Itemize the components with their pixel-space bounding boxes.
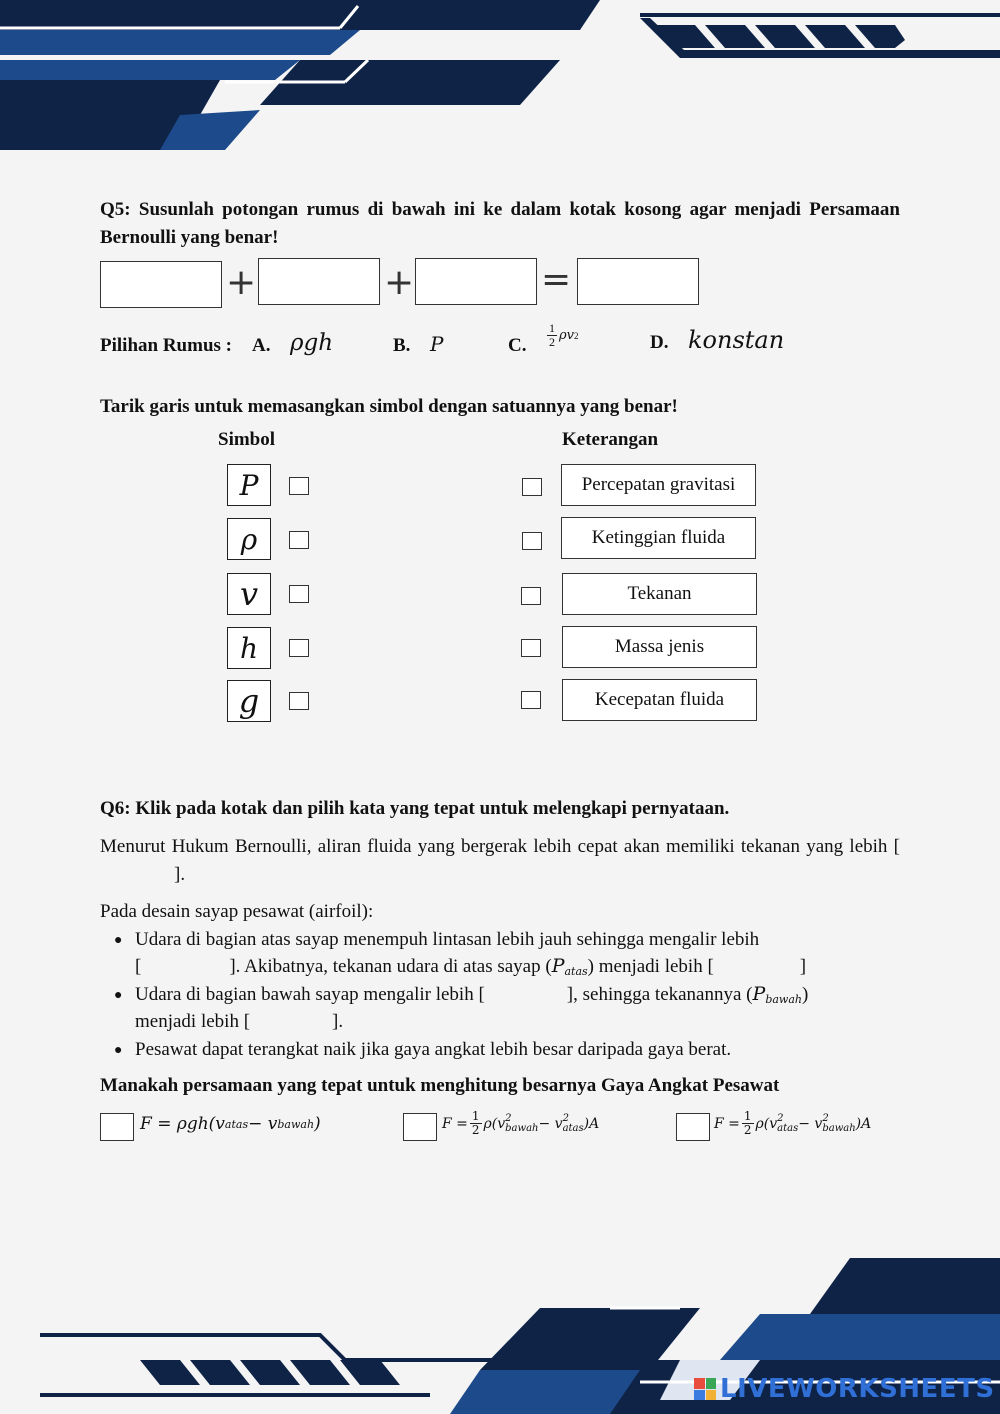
description-connector-4[interactable] [521, 639, 541, 657]
lift-question: Manakah persamaan yang tepat untuk menghitung besarnya Gaya Angkat Pesawat [100, 1075, 780, 1096]
symbol-connector-1[interactable] [289, 477, 309, 495]
option-c-letter: C. [508, 335, 527, 356]
header-decoration [0, 0, 1000, 160]
option-a-formula[interactable]: ρgh [290, 330, 334, 356]
liveworksheets-brand: LIVEWORKSHEETS [720, 1374, 995, 1404]
description-connector-3[interactable] [521, 587, 541, 605]
options-label: Pilihan Rumus : [100, 335, 232, 356]
description-column-header: Keterangan [562, 429, 659, 450]
q6-paragraph-1: Menurut Hukum Bernoulli, aliran fluida yang bergerak lebih cepat akan memiliki tekanan yang lebih []. [100, 836, 900, 885]
option-a-letter: A. [252, 335, 271, 356]
symbol-connector-3[interactable] [289, 585, 309, 603]
option-b-letter: B. [393, 335, 411, 356]
q5-title: Q5: Susunlah potongan rumus di bawah ini ke dalam kotak kosong agar menjadi Persamaan Bernoulli yang benar! [100, 199, 900, 248]
equation-option-3-checkbox[interactable] [676, 1113, 710, 1141]
bullet-3-marker: ● [114, 1043, 123, 1058]
plus-operator-1: + [226, 262, 257, 303]
bullet-2-line-2: menjadi lebih [ ]. [135, 1011, 344, 1032]
matching-instruction: Tarik garis untuk memasangkan simbol dengan satuannya yang benar! [100, 396, 678, 417]
answer-box-1[interactable] [100, 261, 222, 308]
description-box-2: Ketinggian fluida [561, 517, 756, 559]
description-connector-5[interactable] [521, 691, 541, 709]
q6-paragraph-2: Pada desain sayap pesawat (airfoil): [100, 901, 374, 922]
symbol-connector-5[interactable] [289, 692, 309, 710]
q6-title: Q6: Klik pada kotak dan pilih kata yang tepat untuk melengkapi pernyataan. [100, 798, 730, 819]
equation-option-2: F = $\frac{1}{2}$ ρ(v 2 bawah − v 2 atas )A [442, 1109, 600, 1137]
answer-box-2[interactable] [258, 258, 380, 305]
bullet-1-marker: ● [114, 933, 123, 948]
bullet-2-line-1: Udara di bagian bawah sayap mengalir lebih [ ], sehingga tekanannya $(P_{bawah})$ [135, 983, 809, 1006]
description-connector-1[interactable] [522, 478, 542, 496]
symbol-rho: ρ [227, 518, 271, 560]
equation-option-1-checkbox[interactable] [100, 1113, 134, 1141]
liveworksheets-logo-icon [694, 1378, 716, 1400]
bullet-2-marker: ● [114, 988, 123, 1003]
answer-box-4[interactable] [577, 258, 699, 305]
option-c-formula[interactable]: $\frac{1}{2}$ ρv 2 [549, 321, 579, 349]
option-d-letter: D. [650, 332, 669, 353]
symbol-connector-2[interactable] [289, 531, 309, 549]
description-box-4: Massa jenis [562, 626, 757, 668]
bullet-1-line-1: Udara di bagian atas sayap menempuh lintasan lebih jauh sehingga mengalir lebih [135, 929, 760, 950]
symbol-column-header: Simbol [218, 429, 276, 450]
option-d-formula[interactable]: konstan [688, 326, 785, 354]
symbol-h: h [227, 627, 271, 669]
description-box-3: Tekanan [562, 573, 757, 615]
description-box-1: Percepatan gravitasi [561, 464, 756, 506]
answer-box-3[interactable] [415, 258, 537, 305]
equation-option-2-checkbox[interactable] [403, 1113, 437, 1141]
equation-option-1: F = ρgh(v atas − v bawah ) [140, 1114, 321, 1134]
symbol-g: g [227, 680, 271, 722]
plus-operator-2: + [384, 262, 415, 303]
equals-operator: = [541, 259, 572, 300]
description-connector-2[interactable] [522, 532, 542, 550]
description-box-5: Kecepatan fluida [562, 679, 757, 721]
bullet-3-text: Pesawat dapat terangkat naik jika gaya angkat lebih besar daripada gaya berat. [135, 1039, 732, 1060]
option-b-formula[interactable]: P [430, 332, 444, 356]
symbol-P: P [227, 464, 271, 506]
symbol-v: v [227, 573, 271, 615]
symbol-connector-4[interactable] [289, 639, 309, 657]
bullet-1-line-2: [ ]. Akibatnya, tekanan udara di atas sayap $(P_{atas})$ menjadi lebih [ ] [135, 955, 807, 978]
half-fraction: $\frac{1}{2}$ [549, 321, 555, 349]
equation-option-3: F = $\frac{1}{2}$ ρ(v 2 atas − v 2 bawah )A [714, 1109, 872, 1137]
